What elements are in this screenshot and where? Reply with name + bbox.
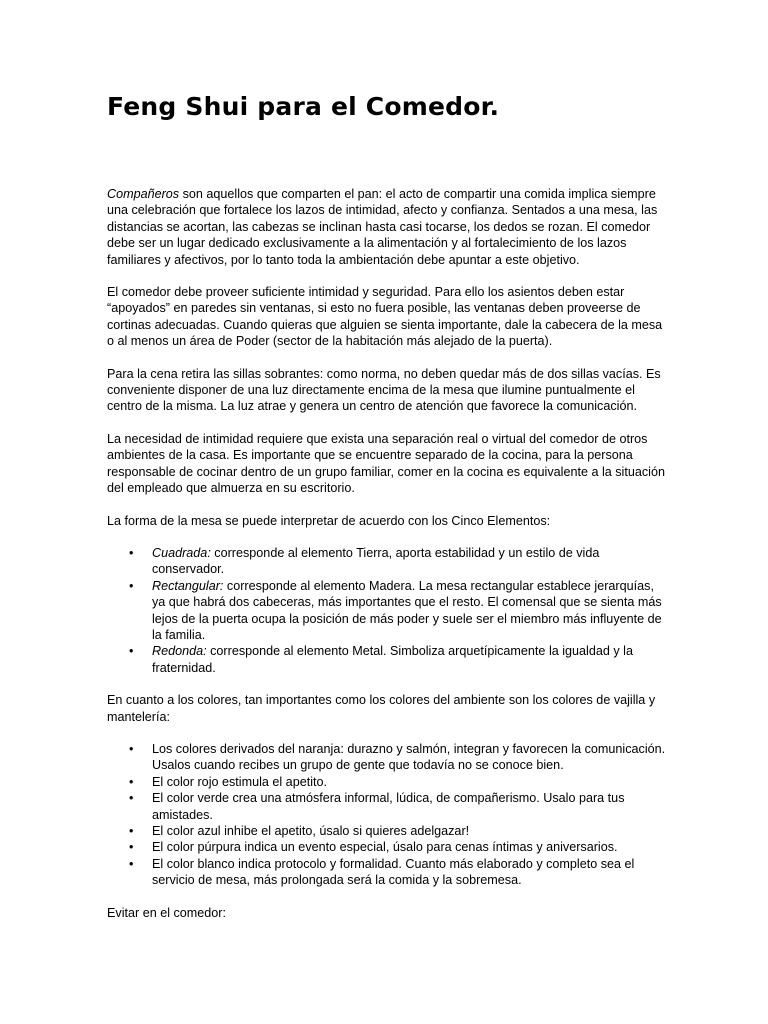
list-item-azul [129, 823, 667, 839]
paragraph-lead-word: Compañeros [107, 187, 180, 201]
paragraph-forma-mesa: La forma de la mesa se puede interpretar de acuerdo con los Cinco Elementos: [107, 513, 551, 528]
list-item-verde [129, 790, 667, 823]
list-item-cuadrada [129, 545, 667, 578]
bullet-icon: • [129, 791, 134, 806]
paragraph-companeros [107, 186, 667, 268]
list-item-text: corresponde al elemento Metal. Simboliza arquetípicamente la igualdad y la fraternidad. [152, 644, 633, 675]
bullet-icon: • [129, 840, 134, 855]
list-item-term: Rectangular: [152, 578, 224, 593]
list-item-text: corresponde al elemento Tierra, aporta estabilidad y un estilo de vida conservador. [152, 545, 600, 577]
paragraph-evitar: Evitar en el comedor: [107, 905, 226, 920]
list-item-text: Los colores derivados del naranja: durazno y salmón, integran y favorecen la comunicación. Usalos cuando recibes un grupo de gente que todavía no se conoce bien. [152, 741, 666, 773]
list-item-purpura [129, 839, 667, 855]
list-item-text: El color púrpura indica un evento especial, úsalo para cenas íntimas y aniversarios. [152, 840, 618, 855]
bullet-icon: • [129, 545, 134, 560]
bullet-icon: • [129, 824, 134, 838]
bullet-icon: • [129, 774, 134, 789]
bullet-icon: • [129, 741, 134, 756]
list-item-text: corresponde al elemento Madera. La mesa rectangular establece jerarquías, ya que habrá dos cabeceras, más importantes que el resto. El comensal que se sienta más lejos de la puerta ocupa la posición de más poder y suele ser el miembro más influyente de la familia. [152, 578, 662, 642]
paragraph-colores: En cuanto a los colores, tan importantes como los colores del ambiente son los colores de vajilla y mantelería: [107, 693, 656, 724]
list-item-text: El color azul inhibe el apetito, úsalo si quieres adelgazar! [152, 824, 470, 838]
list-item-text: El color rojo estimula el apetito. [152, 774, 327, 789]
table-shape-list [107, 545, 667, 676]
bullet-icon: • [129, 856, 134, 871]
list-item-term: Cuadrada: [152, 545, 211, 560]
color-list [107, 741, 667, 889]
list-item-rectangular [129, 578, 667, 644]
bullet-icon: • [129, 578, 134, 593]
list-item-blanco [129, 856, 667, 889]
list-item-text: El color verde crea una atmósfera informal, lúdica, de compañerismo. Usalo para tus amistades. [152, 791, 625, 822]
document-body [107, 186, 667, 937]
paragraph-text: son aquellos que comparten el pan: el acto de compartir una comida implica siempre una celebración que fortalece los lazos de intimidad, afecto y confianza. Sentados a una mesa, las distancias se acortan, las cabezas se inclinan hasta casi tocarse, los dedos se rozan. El comedor debe ser un lugar dedicado exclusivamente a la alimentación y al fortalecimiento de los lazos familiares y afectivos, por lo tanto toda la ambientación debe apuntar a este objetivo. [107, 187, 658, 267]
list-item-redonda [129, 643, 667, 676]
list-item-term: Redonda: [152, 644, 207, 659]
document-title: Feng Shui para el Comedor. [107, 92, 500, 121]
list-item-rojo [129, 774, 667, 790]
bullet-icon: • [129, 644, 134, 659]
paragraph-separacion: La necesidad de intimidad requiere que exista una separación real o virtual del comedor de otros ambientes de la casa. Es importante que se encuentre separado de la cocina, para la persona responsable de cocinar dentro de un grupo familiar, comer en la cocina es equivalente a la situación del empleado que almuerza en su escritorio. [107, 431, 665, 496]
list-item-naranja [129, 741, 667, 774]
list-item-text: El color blanco indica protocolo y formalidad. Cuanto más elaborado y completo sea el servicio de mesa, más prolongada será la comida y la sobremesa. [152, 856, 635, 888]
paragraph-cena: Para la cena retira las sillas sobrantes: como norma, no deben quedar más de dos sillas vacías. Es conveniente disponer de una luz directamente encima de la mesa que ilumine puntualmente el centro de la misma. La luz atrae y genera un centro de atención que favorece la comunicación. [107, 366, 661, 414]
paragraph-intimidad: El comedor debe proveer suficiente intimidad y seguridad. Para ello los asientos deben estar “apoyados” en paredes sin ventanas, si esto no fuera posible, las ventanas deben proveerse de cortinas adecuadas. Cuando quieras que alguien se sienta importante, dale la cabecera de la mesa o al menos un área de Poder (sector de la habitación más alejado de la puerta). [107, 285, 663, 349]
